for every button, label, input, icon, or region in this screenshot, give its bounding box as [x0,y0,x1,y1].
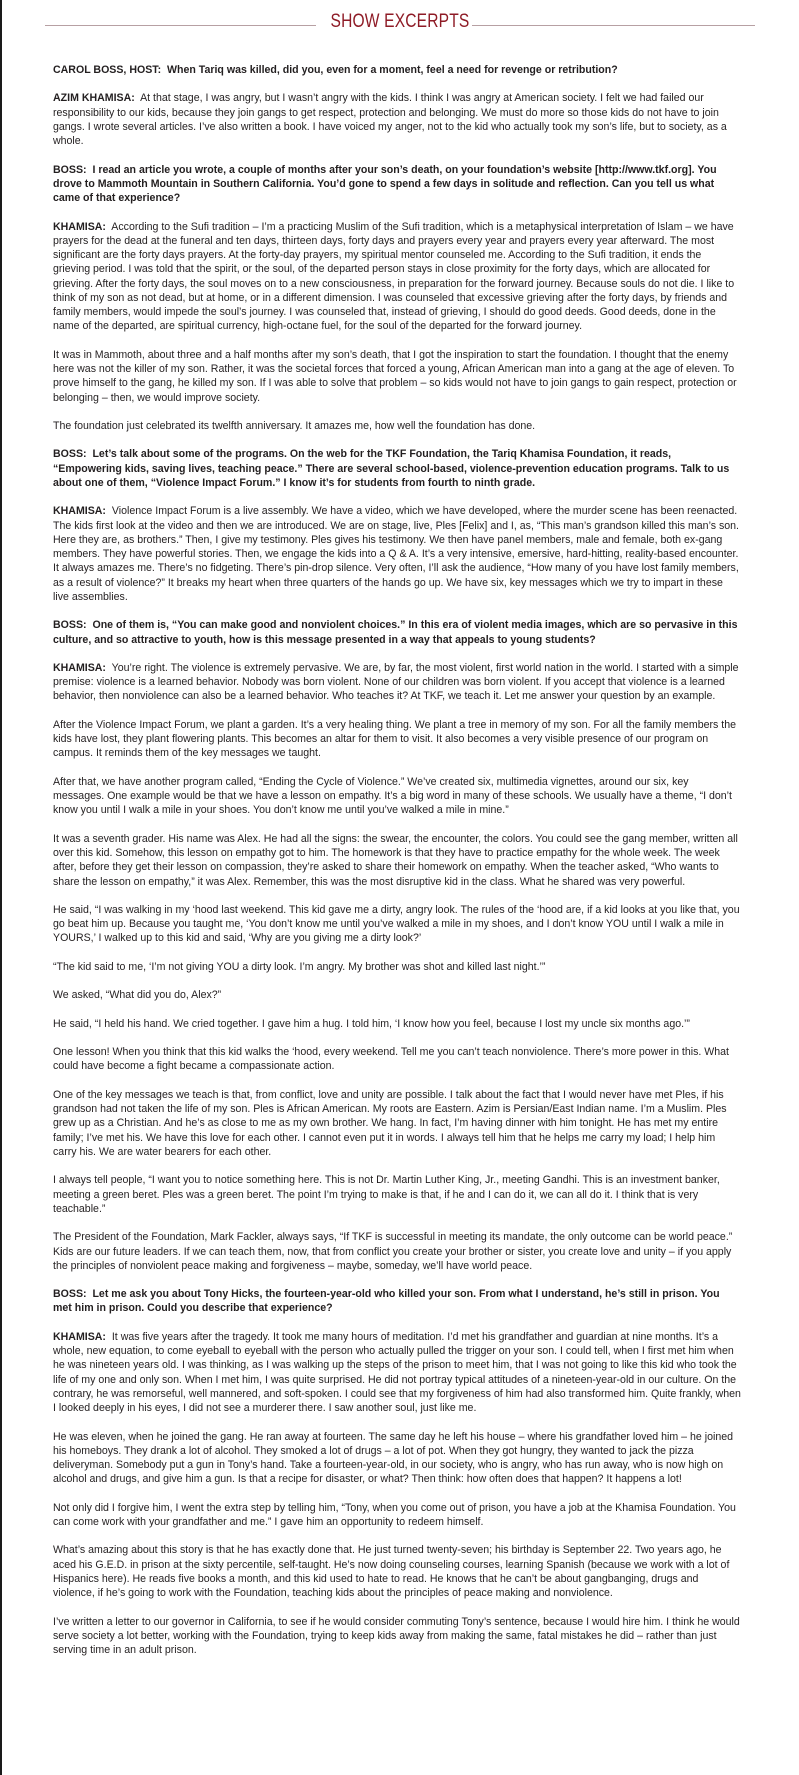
paragraph-text: He said, “I was walking in my ‘hood last weekend. This kid gave me a dirty, angry look. The rules of the ‘hood are, if a kid looks at you like that, you go beat him up. Because you taught me, ‘You don’t know me until you’ve walked a mile in my shoes, and I don’t know YOU until I walk a mile in YOURS,’ I walked up to this kid and said, ‘Why are you giving me a dirty look?’ [53,903,740,945]
transcript-paragraph [53,1045,741,1074]
paragraph-text: One of them is, “You can make good and nonviolent choices.” In this era of violent media images, which are so pervasive in this culture, and so attractive to youth, how is this message presented in a way that appeals to young students? [53,619,738,646]
paragraph-text: What’s amazing about this story is that he has exactly done that. He just turned twenty-seven; his birthday is September 22. Two years ago, he aced his G.E.D. in prison at the sixty percentile, self-taught. He’s now doing counseling courses, learning Spanish (because we work with a lot of Hispanics here). He reads five books a month, and this kid used to hate to read. He knows that he can’t be about gangbanging, drugs and violence, if he’s going to work with the Foundation, teaching kids about the principles of peace making and nonviolence. [53,1544,730,1600]
host-question [53,447,741,490]
paragraph-text: The foundation just celebrated its twelfth anniversary. It amazes me, how well the foundation has done. [53,419,536,432]
transcript-paragraph [53,661,741,704]
section-header [45,10,755,36]
section-title: SHOW EXCERPTS [330,11,470,32]
host-question [53,618,741,647]
speaker-label: KHAMISA: [53,661,106,674]
transcript-paragraph [53,775,741,818]
speaker-label: BOSS: [53,1288,87,1301]
transcript-paragraph [53,220,741,334]
transcript-paragraph [53,1330,741,1416]
host-question [53,163,741,206]
transcript-paragraph [53,419,741,433]
host-question [53,1287,741,1316]
transcript-paragraph [53,1230,741,1273]
speaker-label: AZIM KHAMISA: [53,92,135,105]
transcript-paragraph [53,1430,741,1487]
transcript-paragraph [53,832,741,889]
transcript-paragraph [53,1088,741,1159]
speaker-label: KHAMISA: [53,505,106,518]
paragraph-text: It was in Mammoth, about three and a half months after my son’s death, that I got the inspiration to start the foundation. I thought that the enemy here was not the killer of my son. Rather, it was the societal forces that forced a young, African American man into a gang at the age of eleven. To prove himself to the gang, he killed my son. If I was able to solve that problem – so kids would not have to join gangs to gain respect, protection or belonging – then, we would improve society. [53,348,737,404]
paragraph-text: He was eleven, when he joined the gang. He ran away at fourteen. The same day he left his house – where his grandfather loved him – he joined his homeboys. They drank a lot of alcohol. They smoked a lot of drugs – a lot of pot. When they got hungry, they wanted to jack the pizza deliveryman. Somebody put a gun in Tony’s hand. Take a fourteen-year-old, in our society, who is angry, who has run away, who is now high on alcohol and drugs, and give him a gun. Is that a recipe for disaster, or what? Then think: how often does that happen? It happens a lot! [53,1430,733,1486]
paragraph-text: After the Violence Impact Forum, we plant a garden. It’s a very healing thing. We plant a tree in memory of my son. For all the family members the kids have lost, they plant flowering plants. This becomes an altar for them to visit. It also becomes a very visible presence of our program on campus. It reminds them of the key messages we taught. [53,718,737,760]
transcript-paragraph [53,718,741,761]
paragraph-text: I’ve written a letter to our governor in California, to see if he would consider commuting Tony’s sentence, because I would hire him. I think he would serve society a lot better, working with the Foundation, trying to keep kids away from making the same, fatal mistakes he did – rather than just serving time in an adult prison. [53,1615,740,1657]
paragraph-text: At that stage, I was angry, but I wasn’t angry with the kids. I think I was angry at American society. I felt we had failed our responsibility to our kids, because they join gangs to get respect, protection and belonging. We must do more so those kids do not have to join gangs. I wrote several articles. I’ve also written a book. I have voiced my anger, not to the kid who actually took my son’s life, but to society, as a whole. [53,92,727,148]
transcript-paragraph [53,903,741,946]
speaker-label: BOSS: [53,619,87,632]
speaker-label: KHAMISA: [53,220,106,233]
speaker-label: BOSS: [53,448,87,461]
paragraph-text: Not only did I forgive him, I went the extra step by telling him, “Tony, when you come out of prison, you have a job at the Khamisa Foundation. You can come work with your grandfather and me.” I gave him an opportunity to redeem himself. [53,1501,736,1528]
transcript-paragraph [53,988,741,1002]
transcript-paragraph [53,1501,741,1530]
paragraph-text: I always tell people, “I want you to notice something here. This is not Dr. Martin Luther King, Jr., meeting Gandhi. This is an investment banker, meeting a green beret. Ples was a green beret. The point I’m trying to make is that, if he and I can do it, we can all do it. I think that is very teachable.” [53,1174,720,1215]
paragraph-text: Let me ask you about Tony Hicks, the fourteen-year-old who killed your son. From what I understand, he’s still in prison. You met him in prison. Could you describe that experience? [53,1288,720,1315]
paragraph-text: After that, we have another program called, “Ending the Cycle of Violence.” We’ve created six, multimedia vignettes, around our six, key messages. One example would be that we have a lesson on empathy. It’s a big word in many of these schools. We usually have a theme, “I don’t know you until I walk a mile in your shoes. You don’t know me until you’ve walked a mile in mine.” [53,775,732,817]
speaker-label: KHAMISA: [53,1330,106,1343]
paragraph-text: You’re right. The violence is extremely pervasive. We are, by far, the most violent, first world nation in the world. I started with a simple premise: violence is a learned behavior. Nobody was born violent. None of our children was born violent. If you accept that violence is a learned behavior, then nonviolence can also be a learned behavior. Who teaches it? At TKF, we teach it. Let me answer your question by an example. [53,661,739,703]
page-left-border [0,0,2,1775]
paragraph-text: We asked, “What did you do, Alex?” [53,989,222,1002]
transcript-body [53,63,741,1672]
host-question [53,63,741,77]
paragraph-text: One of the key messages we teach is that, from conflict, love and unity are possible. I talk about the fact that I would never have met Ples, if his grandson had not taken the life of my son. Ples is African American. My roots are Eastern. Azim is Persian/East Indian name. I’m a Muslim. Ples grew up as a Christian. And he’s as close to me as my own brother. We hang. In fact, I’m having dinner with him tonight. He has met my entire family; I’ve met his. We have this love for each other. I cannot even put it in words. I always tell him that he helps me carry my load; I help him carry his. We are water bearers for each other. [53,1088,727,1158]
transcript-paragraph [53,1017,741,1031]
speaker-label: BOSS: [53,163,87,176]
transcript-paragraph [53,1543,741,1600]
paragraph-text: One lesson! When you think that this kid walks the ‘hood, every weekend. Tell me you can’t teach nonviolence. There’s more power in this. What could have become a fight became a compassionate action. [53,1046,730,1073]
speaker-label: CAROL BOSS, HOST: [53,64,162,76]
paragraph-text: The President of the Foundation, Mark Fackler, always says, “If TKF is successful in meeting its mandate, the only outcome can be world peace.” Kids are our future leaders. If we can teach them, now, that from conflict you create your brother or sister, you create love and unity – if you apply the principles of nonviolent peace making and forgiveness – maybe, someday, we’ll have world peace. [53,1231,733,1272]
paragraph-text: It was five years after the tragedy. It took me many hours of meditation. I’d met his grandfather and guardian at nine months. It’s a whole, new equation, to come eyeball to eyeball with the person who actually pulled the trigger on your son. I could tell, when I first met him when he was nineteen years old. I was thinking, as I was walking up the steps of the prison to meet him, that I was not going to like this kid who took the life of my one and only son. When I met him, I was quite surprised. He did not portray typical attitudes of a nineteen-year-old in our culture. On the contrary, he was remorseful, well mannered, and soft-spoken. I could see that my forgiveness of him had also transformed him. Quite frankly, when I looked deeply in his eyes, I did not see a murderer there. I saw another soul, just like me. [53,1330,741,1415]
paragraph-text: “The kid said to me, ‘I’m not giving YOU a dirty look. I’m angry. My brother was shot and killed last night.’” [53,960,546,973]
paragraph-text: It was a seventh grader. His name was Alex. He had all the signs: the swear, the encounter, the colors. You could see the gang member, written all over this kid. Somehow, this lesson on empathy got to him. The homework is that they have to practice empathy for the whole week. The week after, before they get their lesson on compassion, they’re asked to share their homework on empathy. When the teacher asked, “Who wants to share the lesson on empathy,” it was Alex. Remember, this was the most disruptive kid in the class. What he shared was very powerful. [53,832,738,888]
paragraph-text: I read an article you wrote, a couple of months after your son’s death, on your foundation’s website [http://www.tkf.org]. You drove to Mammoth Mountain in Southern California. You’d gone to spend a few days in solitude and reflection. Can you tell us what came of that experience? [53,163,717,205]
transcript-paragraph [53,504,741,604]
header-rule-right [472,25,755,26]
paragraph-text: Let’s talk about some of the programs. On the web for the TKF Foundation, the Tariq Khamisa Foundation, it reads, “Empowering kids, saving lives, teaching peace.” There are several school-based, violence-prevention education programs. Talk to us about one of them, “Violence Impact Forum.” I know it’s for students from fourth to ninth grade. [53,448,730,489]
transcript-paragraph [53,1615,741,1658]
paragraph-text: According to the Sufi tradition – I’m a practicing Muslim of the Sufi tradition, which is a metaphysical interpretation of Islam – we have prayers for the dead at the funeral and ten days, thirteen days, forty days and prayers every year and prayers every year afterward. The most significant are the forty days prayers. At the forty-day prayers, my spiritual mentor counseled me. According to the Sufi tradition, it ends the grieving period. I was told that the spirit, or the soul, of the departed person stays in close proximity for the forty days, which are allocated for grieving. After the forty days, the soul moves on to a new consciousness, in preparation for the forward journey. Because souls do not die. I like to think of my son as not dead, but at home, or in a different dimension. I was counseled that excessive grieving after the forty days, by friends and family members, would impede the soul’s journey. I was counseled that, instead of grieving, I should do good deeds. Good deeds, done in the name of the departed, are spiritual currency, high-octane fuel, for the soul of the departed for the forward journey. [53,220,735,333]
transcript-paragraph [53,960,741,974]
paragraph-text: He said, “I held his hand. We cried together. I gave him a hug. I told him, ‘I know how you feel, because I lost my uncle six months ago.’” [53,1017,690,1030]
paragraph-text: Violence Impact Forum is a live assembly. We have a video, which we have developed, where the murder scene has been reenacted. The kids first look at the video and then we are introduced. We are on stage, live, Ples [Felix] and I, as, “This man’s grandson killed this man’s son. Here they are, as brothers.” Then, I give my testimony. Ples gives his testimony. We then have panel members, male and female, both ex-gang members. They have powerful stories. Then, we engage the kids into a Q & A. It’s a very intensive, emersive, hard-hitting, reality-based encounter. It always amazes me. There’s no fidgeting. There’s pin-drop silence. Very often, I’ll ask the audience, “How many of you have lost family members, as a result of violence?” It breaks my heart when three quarters of the hands go up. We have six, key messages which we try to impart in these live assemblies. [53,505,740,603]
transcript-paragraph [53,1173,741,1216]
transcript-paragraph [53,348,741,405]
transcript-paragraph [53,91,741,148]
paragraph-text: When Tariq was killed, did you, even for a moment, feel a need for revenge or retribution? [167,64,618,76]
